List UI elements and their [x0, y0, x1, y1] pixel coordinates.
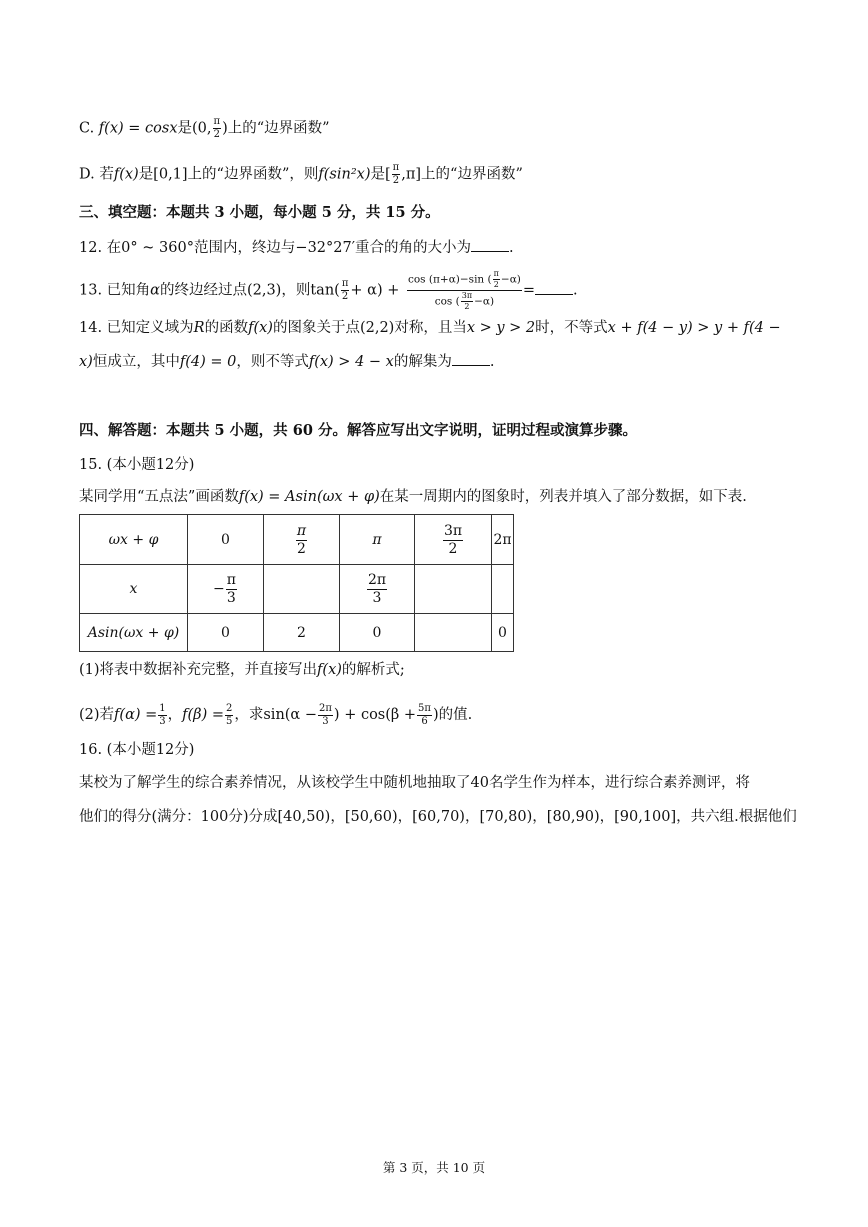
fraction: $\frac{5\pi}{6}$	[418, 702, 431, 727]
question-14-text-7: 的解集为	[393, 354, 452, 370]
question-14-text-4: 时，不等式	[535, 320, 608, 336]
option-c-text: 是(0,	[177, 120, 212, 137]
question-13-text-2: 的终边经过点(2,3)，则tan(	[159, 282, 340, 299]
option-d	[79, 163, 523, 186]
fraction: $\frac{1}{3}$	[159, 702, 166, 727]
table-cell	[264, 565, 340, 614]
table-cell: $\frac{3\pi}{2}$	[415, 515, 492, 565]
question-13	[79, 270, 578, 311]
page-footer: 第 3 页，共 10 页	[382, 1160, 486, 1175]
table-header-cell: Asin(ωx + φ)	[80, 614, 188, 652]
table-cell: $\frac{\pi}{2}$	[264, 515, 340, 565]
table-cell: 0	[188, 614, 264, 652]
option-c-function: f(x) = cosx	[98, 120, 178, 137]
question-12	[79, 238, 514, 258]
option-d-prefix: D. 若	[79, 166, 114, 183]
part-1-text: (1)将表中数据补充完整，并直接写出	[79, 662, 318, 678]
period: .	[489, 354, 495, 370]
f-beta: f(β) =	[182, 707, 224, 723]
option-d-text: 是[0,1]上的“边界函数”，则	[138, 166, 319, 183]
part-2-text-2: ，求sin(α −	[234, 707, 317, 723]
table-cell	[415, 614, 492, 652]
function-formula: f(x) = Asin(ωx + φ)	[238, 489, 380, 505]
function-value: f(4) = 0	[179, 354, 237, 370]
table-cell: 0	[492, 614, 514, 652]
answer-blank	[452, 353, 490, 366]
question-16-line-2: 他们的得分(满分：100分)分成[40,50)，[50,60)，[60,70)，[70,80)，[80,90)，[90,100]，共六组.根据他们	[79, 809, 797, 825]
big-fraction: cos (π+α)−sin ( $\frac{\pi}{2}$ −α) cos ( $\frac{3\pi}{2}$ −α)	[407, 269, 521, 311]
section-4-heading: 四、解答题：本题共 5 小题，共 60 分。解答应写出文字说明，证明过程或演算步骤。	[79, 422, 637, 439]
fraction: $\frac{2}{5}$	[225, 702, 233, 727]
part-1-text-2: 的解析式;	[341, 662, 405, 678]
question-14-line-1	[79, 318, 781, 338]
part-2-text-3: ) + cos(β +	[333, 707, 417, 723]
option-c-prefix: C.	[79, 120, 99, 137]
table-row	[80, 614, 514, 652]
table-cell: 2π	[492, 515, 514, 565]
table-row	[80, 515, 514, 565]
period: .	[509, 240, 514, 256]
inequality-2-end: x)	[79, 354, 93, 370]
table-cell: 2	[264, 614, 340, 652]
question-16-heading: 16. (本小题12分)	[79, 742, 195, 758]
question-15-intro	[79, 487, 747, 507]
table-header-cell: ωx + φ	[80, 515, 188, 565]
answer-blank	[535, 282, 573, 295]
function-symbol: f(x)	[248, 320, 273, 336]
question-15-part-1	[79, 660, 405, 680]
separator: ，	[167, 707, 183, 723]
question-14-text-5: 恒成立，其中	[92, 354, 180, 370]
domain-symbol: R	[193, 320, 205, 336]
question-14-line-2	[79, 352, 494, 372]
table-cell: 0	[188, 515, 264, 565]
option-d-function: f(x)	[113, 166, 139, 183]
f-alpha: f(α) =	[114, 707, 158, 723]
question-15-intro-text-2: 在某一周期内的图象时，列表并填入了部分数据，如下表.	[379, 489, 747, 505]
part-2-text: (2)若	[79, 707, 115, 723]
table-cell: 0	[340, 614, 415, 652]
table-cell: − $\frac{\pi}{3}$	[188, 565, 264, 614]
option-d-composite: f(sin²x)	[318, 166, 371, 183]
part-2-text-4: )的值.	[432, 707, 473, 723]
question-15-heading: 15. (本小题12分)	[79, 457, 195, 473]
equals-sign: =	[522, 282, 536, 299]
question-15-intro-text: 某同学用“五点法”画函数	[79, 489, 239, 505]
question-14-text-2: 的函数	[204, 320, 249, 336]
question-12-text: 12. 在0° ~ 360°范围内，终边与−32°27′重合的角的大小为	[79, 240, 472, 256]
question-16-line-1: 某校为了解学生的综合素养情况，从该校学生中随机地抽取了40名学生作为样本，进行综合素养测评，将	[79, 775, 750, 791]
option-c-tail: )上的“边界函数”	[222, 120, 330, 137]
table-cell: $\frac{2\pi}{3}$	[340, 565, 415, 614]
fraction: $\frac{\pi}{2}$	[392, 162, 400, 186]
question-14-text: 14. 已知定义域为	[79, 320, 194, 336]
fraction: $\frac{\pi}{2}$	[341, 278, 349, 302]
fraction: $\frac{\pi}{2}$	[213, 116, 221, 140]
five-point-table	[79, 514, 514, 652]
inequality-2: x + f(4 − y) > y + f(4 −	[607, 320, 781, 336]
section-3-heading: 三、填空题：本题共 3 小题，每小题 5 分，共 15 分。	[79, 204, 440, 221]
option-d-text-2: 是[	[370, 166, 391, 183]
table-header-cell: x	[80, 565, 188, 614]
option-c	[79, 117, 330, 140]
table-cell	[415, 565, 492, 614]
option-d-tail: ,π]上的“边界函数”	[401, 166, 523, 183]
question-15-part-2	[79, 700, 472, 730]
alpha-symbol: α	[150, 282, 160, 299]
period: .	[573, 282, 578, 299]
function-symbol: f(x)	[317, 662, 342, 678]
inequality: x > y > 2	[466, 320, 536, 336]
question-14-text-6: ，则不等式	[236, 354, 309, 370]
table-cell	[492, 565, 514, 614]
question-14-text-3: 的图象关于点(2,2)对称，且当	[272, 320, 467, 336]
table-row	[80, 565, 514, 614]
fraction: $\frac{2\pi}{3}$	[318, 702, 332, 727]
inequality-3: f(x) > 4 − x	[308, 354, 394, 370]
table-cell: π	[340, 515, 415, 565]
question-13-text-3: + α) +	[350, 282, 400, 299]
question-13-text: 13. 已知角	[79, 282, 151, 299]
answer-blank	[471, 239, 509, 252]
